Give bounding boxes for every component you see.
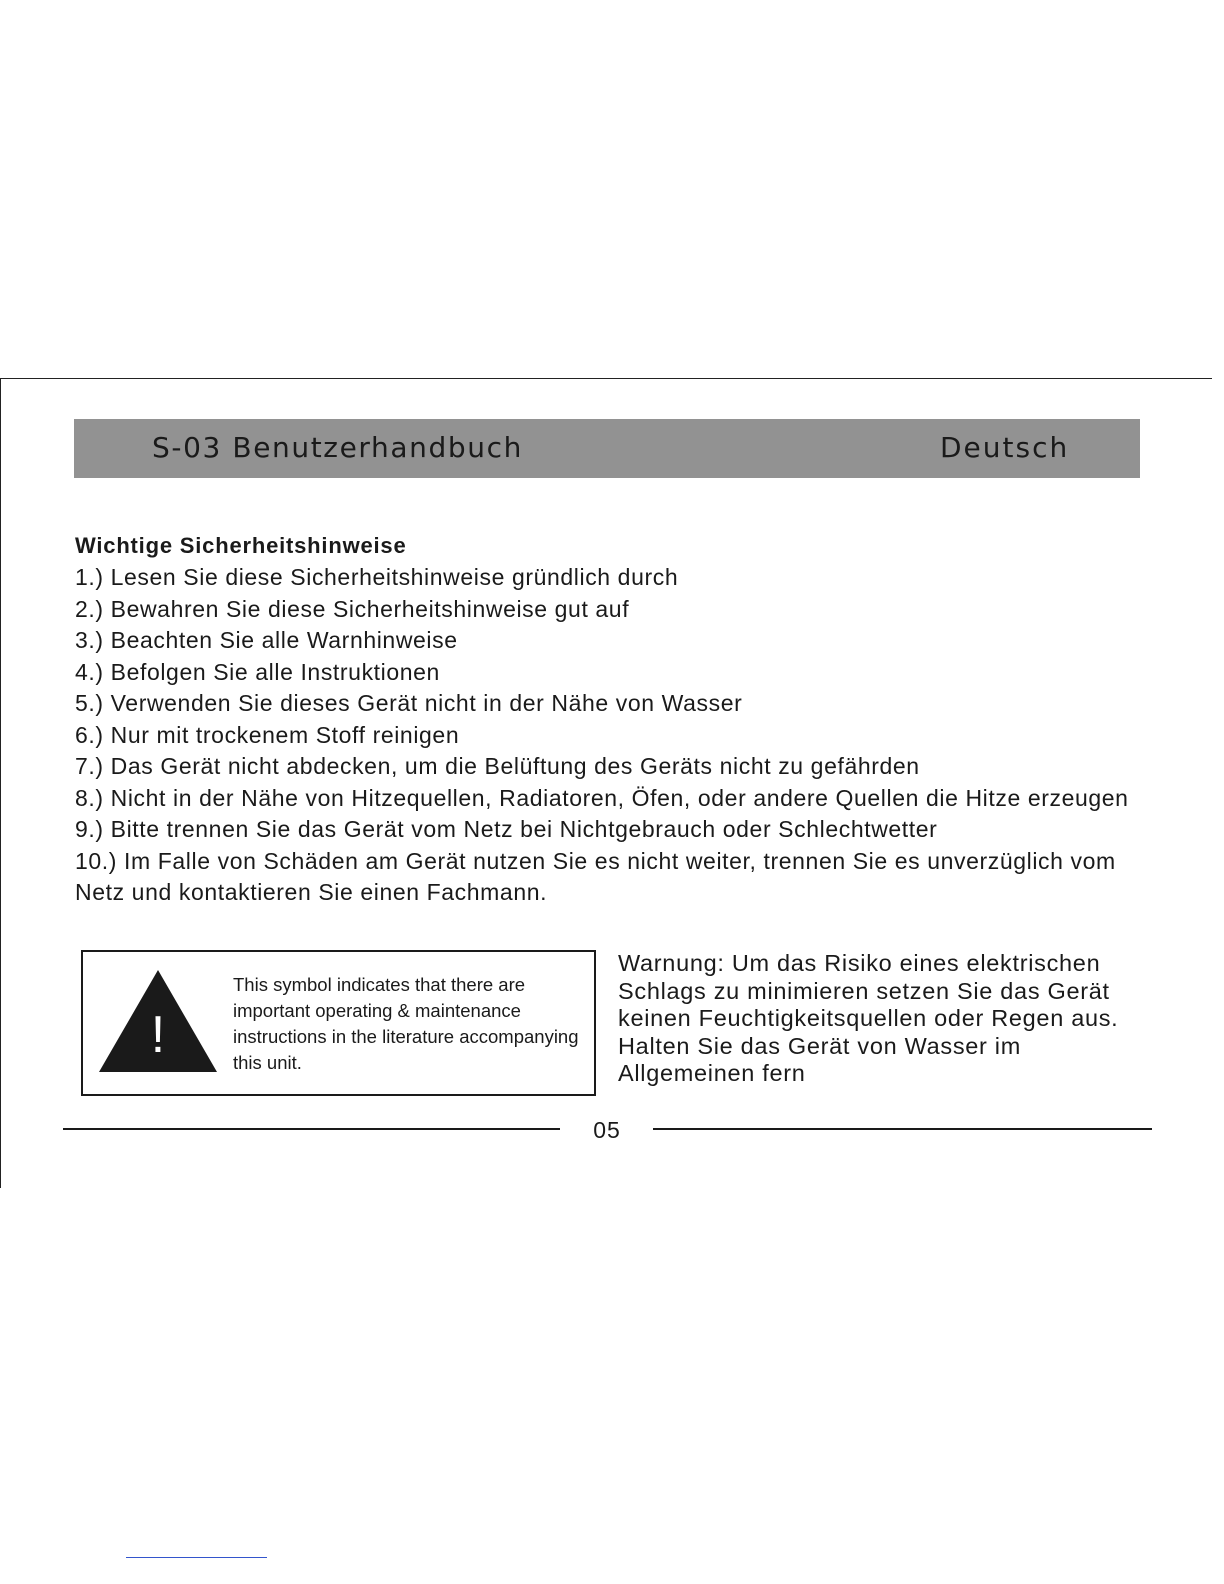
safety-item: 10.) Im Falle von Schäden am Gerät nutzen Sie es nicht weiter, trennen Sie es unverzüglich vom Netz und kontaktieren Sie einen Fachmann. [75, 847, 1116, 905]
safety-item: 1.) Lesen Sie diese Sicherheitshinweise gründlich durch [75, 564, 679, 590]
footer-rule-right [653, 1128, 1152, 1130]
safety-item: 5.) Verwenden Sie dieses Gerät nicht in der Nähe von Wasser [75, 690, 743, 716]
safety-item: 2.) Bewahren Sie diese Sicherheitshinweise gut auf [75, 595, 630, 622]
safety-item: 3.) Beachten Sie alle Warnhinweise [75, 627, 458, 653]
safety-instructions-list [75, 562, 1135, 909]
exclamation-glyph: ! [150, 1006, 166, 1064]
language-label: Deutsch [940, 431, 1070, 464]
symbol-explanation-box [81, 950, 596, 1096]
page-number: 05 [593, 1117, 621, 1143]
safety-item: 8.) Nicht in der Nähe von Hitzequellen, Radiatoren, Öfen, oder andere Quellen die Hitze erzeugen [75, 784, 1129, 811]
bottom-rule [126, 1557, 267, 1558]
page-frame-left-border [0, 378, 1, 1188]
symbol-explanation-text: This symbol indicates that there are important operating & maintenance instructions in the literature accompanying this unit. [233, 974, 579, 1073]
safety-heading: Wichtige Sicherheitshinweise [75, 533, 407, 558]
safety-item: 4.) Befolgen Sie alle Instruktionen [75, 658, 440, 685]
warning-triangle-icon [97, 968, 219, 1074]
safety-item: 7.) Das Gerät nicht abdecken, um die Belüftung des Geräts nicht zu gefährden [75, 753, 920, 779]
safety-item: 6.) Nur mit trockenem Stoff reinigen [75, 721, 460, 748]
footer-rule-left [63, 1128, 560, 1130]
page-frame-top-border [0, 378, 1212, 379]
electric-shock-warning: Warnung: Um das Risiko eines elektrischen Schlags zu minimieren setzen Sie das Gerät keinen Feuchtigkeitsquellen oder Regen aus. Halten Sie das Gerät von Wasser im Allgemeinen fern [618, 950, 1119, 1086]
manual-title: S-03 Benutzerhandbuch [152, 431, 523, 464]
safety-item: 9.) Bitte trennen Sie das Gerät vom Netz bei Nichtgebrauch oder Schlechtwetter [75, 816, 938, 842]
